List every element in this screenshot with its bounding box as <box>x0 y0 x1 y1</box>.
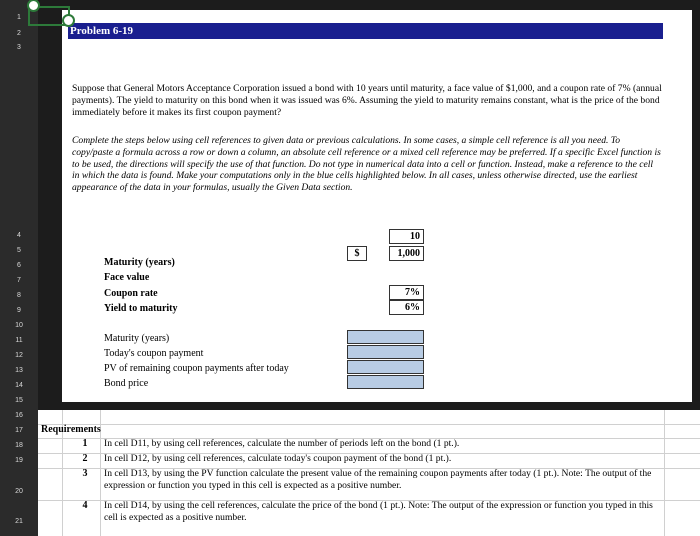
row-number[interactable]: 2 <box>17 30 21 37</box>
row-number[interactable]: 20 <box>15 488 23 495</box>
calc-maturity-label: Maturity (years) <box>104 333 170 344</box>
row-number[interactable]: 10 <box>15 322 23 329</box>
d14-input-cell[interactable] <box>347 375 424 389</box>
row-number[interactable]: 17 <box>15 427 23 434</box>
row-number[interactable]: 14 <box>15 382 23 389</box>
d11-input-cell[interactable] <box>347 330 424 344</box>
face-value-label: Face value <box>104 272 150 283</box>
row-number[interactable]: 9 <box>17 307 21 314</box>
requirement-text: In cell D11, by using cell references, calculate the number of periods left on the bond (1 pt.). <box>104 438 460 449</box>
selection-handle-bottom-right[interactable] <box>62 14 75 27</box>
problem-instructions: Complete the steps below using cell references to given data or previous calculations. In some cases, a simple cell reference is all you need. To copy/paste a formula across a row or down a column, an absolute cell reference or a mixed cell reference may be preferred. If a specific Excel function is to be used, the directions will specify the use of that function. Do not type in numerical data into a cell or function. Instead, make a reference to the cell in which the data is found. Make your computations only in the blue cells highlighted below. In all cases, unless otherwise directed, use the earliest appearance of the data in your formulas, usually the Given Data section. <box>72 135 661 194</box>
requirement-number: 2 <box>82 453 88 464</box>
row-number[interactable]: 11 <box>15 337 23 344</box>
frame-left <box>38 0 62 410</box>
row-number[interactable]: 4 <box>17 232 21 239</box>
frame-right <box>692 0 700 410</box>
row-number[interactable]: 3 <box>17 44 21 51</box>
yield-value-cell[interactable]: 6% <box>389 300 424 315</box>
row-number[interactable]: 18 <box>15 442 23 449</box>
face-value-currency-cell[interactable]: $ <box>347 246 367 261</box>
requirement-text: In cell D12, by using cell references, calculate today's coupon payment of the bond (1 pt.). <box>104 453 452 464</box>
row-number[interactable]: 7 <box>17 277 21 284</box>
row-number[interactable]: 5 <box>17 247 21 254</box>
problem-title-bar <box>68 23 663 39</box>
maturity-value-cell[interactable]: 10 <box>389 229 424 244</box>
row-number[interactable]: 16 <box>15 412 23 419</box>
row-header-column <box>0 0 38 536</box>
requirement-number: 1 <box>82 438 88 449</box>
calc-bond-price-label: Bond price <box>104 378 149 389</box>
frame-top <box>38 0 700 10</box>
row-number[interactable]: 6 <box>17 262 21 269</box>
face-value-cell[interactable]: 1,000 <box>389 246 424 261</box>
yield-label: Yield to maturity <box>104 303 178 314</box>
row-number[interactable]: 13 <box>15 367 23 374</box>
row-number[interactable]: 19 <box>15 457 23 464</box>
row-number[interactable]: 1 <box>17 14 21 21</box>
requirement-number: 4 <box>82 500 88 511</box>
requirement-text: In cell D13, by using the PV function calculate the present value of the remaining coupon payments after today (1 pt.). Note: The output of the expression or function you typed in this cell is expected as a positive number. <box>104 468 652 491</box>
requirement-text: In cell D14, by using the cell references, calculate the price of the bond (1 pt.). Note: The output of the expression or function you typed in this cell is expected as a positive number. <box>104 500 653 523</box>
row-number[interactable]: 12 <box>15 352 23 359</box>
frame-bottom <box>38 402 700 410</box>
row-number[interactable]: 8 <box>17 292 21 299</box>
calc-coupon-payment-label: Today's coupon payment <box>104 348 204 359</box>
calc-pv-label: PV of remaining coupon payments after today <box>104 363 289 374</box>
d13-input-cell[interactable] <box>347 360 424 374</box>
grid-line <box>38 424 700 425</box>
problem-intro: Suppose that General Motors Acceptance Corporation issued a bond with 10 years until maturity, a face value of $1,000, and a coupon rate of 7% (annual payments). The yield to maturity on this bond when it was issued was 6%. Assuming the yield to maturity remains constant, what is the price of the bond immediately before it makes its first coupon payment? <box>72 83 662 118</box>
requirements-title: Requirements <box>41 424 101 435</box>
grid-line <box>664 410 665 536</box>
requirement-number: 3 <box>82 468 88 479</box>
coupon-rate-label: Coupon rate <box>104 288 158 299</box>
maturity-label: Maturity (years) <box>104 257 175 268</box>
coupon-rate-cell[interactable]: 7% <box>389 285 424 300</box>
row-number[interactable]: 21 <box>15 518 23 525</box>
d12-input-cell[interactable] <box>347 345 424 359</box>
problem-title: Problem 6-19 <box>70 25 134 37</box>
row-number[interactable]: 15 <box>15 397 23 404</box>
